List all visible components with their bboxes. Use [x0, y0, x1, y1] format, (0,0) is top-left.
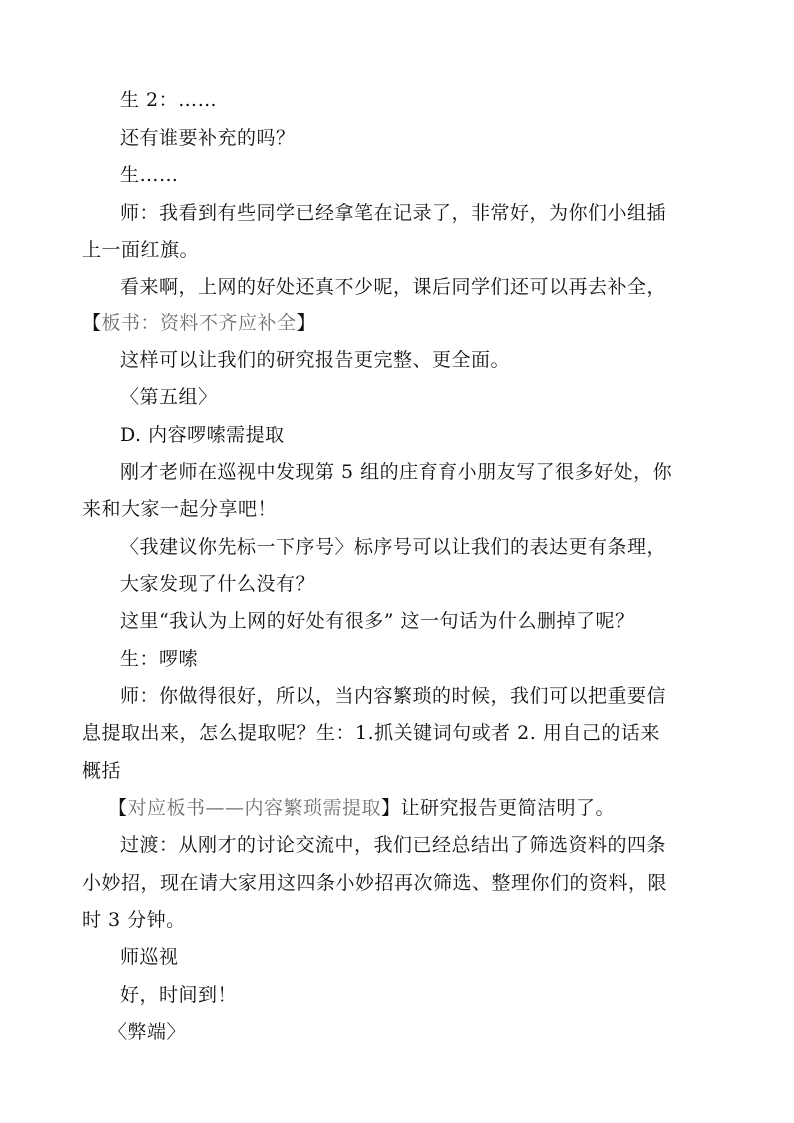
text-line: 过渡：从刚才的讨论交流中，我们已经总结出了筛选资料的四条 [120, 834, 667, 856]
text-line: 大家发现了什么没有？ [120, 573, 316, 595]
text-line: 息提取出来，怎么提取呢？生：1.抓关键词句或者 2. 用自己的话来 [82, 722, 660, 744]
bracket-open: 【 [108, 797, 128, 819]
text-line: 师：你做得很好，所以，当内容繁琐的时候，我们可以把重要信 [120, 685, 667, 707]
board-note-line [82, 311, 316, 335]
text-line: 生：啰嗦 [120, 648, 199, 670]
text-line: 师巡视 [120, 946, 179, 968]
text-line: 时 3 分钟。 [82, 909, 186, 931]
text-line: 小妙招，现在请大家用这四条小妙招再次筛选、整理你们的资料，限 [82, 872, 668, 894]
text-line: 师：我看到有些同学已经拿笔在记录了，非常好，为你们小组插 [120, 202, 667, 224]
text-line: 这样可以让我们的研究报告更完整、更全面。 [120, 349, 511, 371]
board-note-tail: 让研究报告更简洁明了。 [400, 797, 616, 819]
text-line: 刚才老师在巡视中发现第 5 组的庄育育小朋友写了很多好处，你 [120, 461, 673, 483]
bracket-open: 【 [82, 312, 102, 334]
text-line: 这里“我认为上网的好处有很多” 这一句话为什么删掉了呢？ [120, 610, 635, 632]
text-line: 〈我建议你先标一下序号〉标序号可以让我们的表达更有条理， [120, 536, 667, 558]
group-label: 〈弊端〉 [108, 1021, 187, 1043]
text-line: 好，时间到！ [120, 984, 238, 1006]
section-heading: D. 内容啰嗦需提取 [120, 424, 285, 446]
board-note-line [108, 796, 615, 820]
text-line: 还有谁要补充的吗？ [120, 127, 296, 149]
board-note-text: 对应板书——内容繁琐需提取 [127, 797, 382, 819]
board-note-text: 板书：资料不齐应补全 [101, 312, 297, 334]
text-line: 来和大家一起分享吧！ [82, 498, 278, 520]
text-line: 上一面红旗。 [82, 239, 200, 261]
text-line: 生…… [120, 164, 179, 186]
group-label: 〈第五组〉 [120, 386, 218, 408]
bracket-close: 】 [296, 312, 317, 334]
bracket-close: 】 [381, 797, 401, 819]
text-line: 看来啊，上网的好处还真不少呢，课后同学们还可以再去补全， [120, 276, 667, 298]
text-line: 概括 [82, 760, 122, 782]
text-line: 生 2：…… [120, 89, 218, 111]
